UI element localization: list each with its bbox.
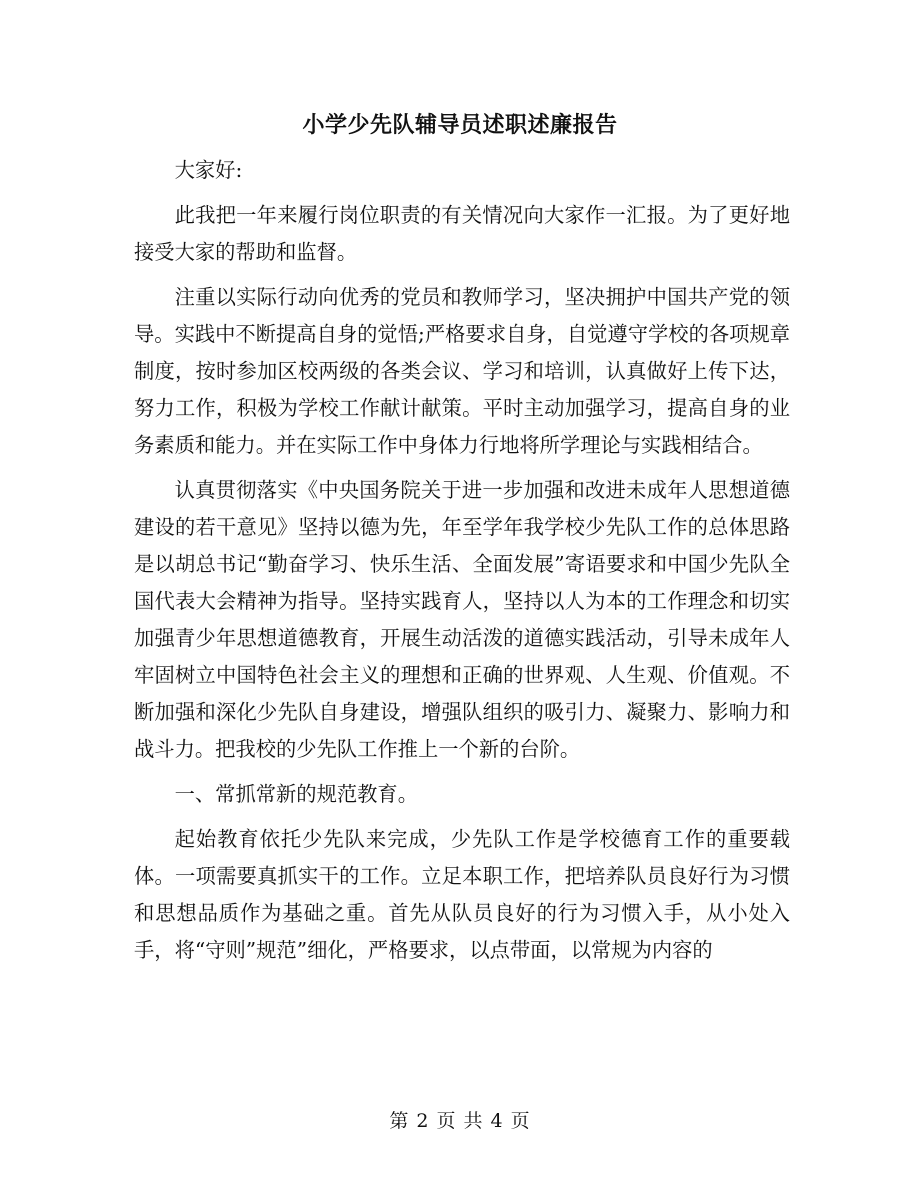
body-paragraph-2: 注重以实际行动向优秀的党员和教师学习，坚决拥护中国共产党的领导。实践中不断提高自身的觉悟;严格要求自身，自觉遵守学校的各项规章制度，按时参加区校两级的各类会议、学习和培训，认真做好上传下达，努力工作，积极为学校工作献计献策。平时主动加强学习，提高自身的业务素质和能力。并在实际工作中身体力行地将所学理论与实践相结合。 xyxy=(134,285,790,457)
document-body xyxy=(134,152,790,977)
body-paragraph-1: 此我把一年来履行岗位职责的有关情况向大家作一汇报。为了更好地接受大家的帮助和监督。 xyxy=(134,203,790,264)
body-paragraph-3: 认真贯彻落实《中央国务院关于进一步加强和改进未成年人思想道德建设的若干意见》坚持以德为先，年至学年我学校少先队工作的总体思路是以胡总书记“勤奋学习、快乐生活、全面发展”寄语要求和中国少先队全国代表大会精神为指导。坚持实践育人，坚持以人为本的工作理念和切实加强青少年思想道德教育，开展生动活泼的道德实践活动，引导未成年人牢固树立中国特色社会主义的理想和正确的世界观、人生观、价值观。不断加强和深化少先队自身建设，增强队组织的吸引力、凝聚力、影响力和战斗力。把我校的少先队工作推上一个新的台阶。 xyxy=(134,478,790,761)
page-footer: 第 2 页 共 4 页 xyxy=(389,1110,531,1132)
greeting-paragraph: 大家好: xyxy=(174,158,243,182)
body-paragraph-4: 起始教育依托少先队来完成，少先队工作是学校德育工作的重要载体。一项需要真抓实干的工作。立足本职工作，把培养队员良好行为习惯和思想品质作为基础之重。首先从队员良好的行为习惯入手，从小处入手，将“守则”规范”细化，严格要求，以点带面，以常规为内容的 xyxy=(134,827,790,962)
section-heading-1: 一、常抓常新的规范教育。 xyxy=(174,782,418,806)
document-title: 小学少先队辅导员述职述廉报告 xyxy=(302,112,618,138)
